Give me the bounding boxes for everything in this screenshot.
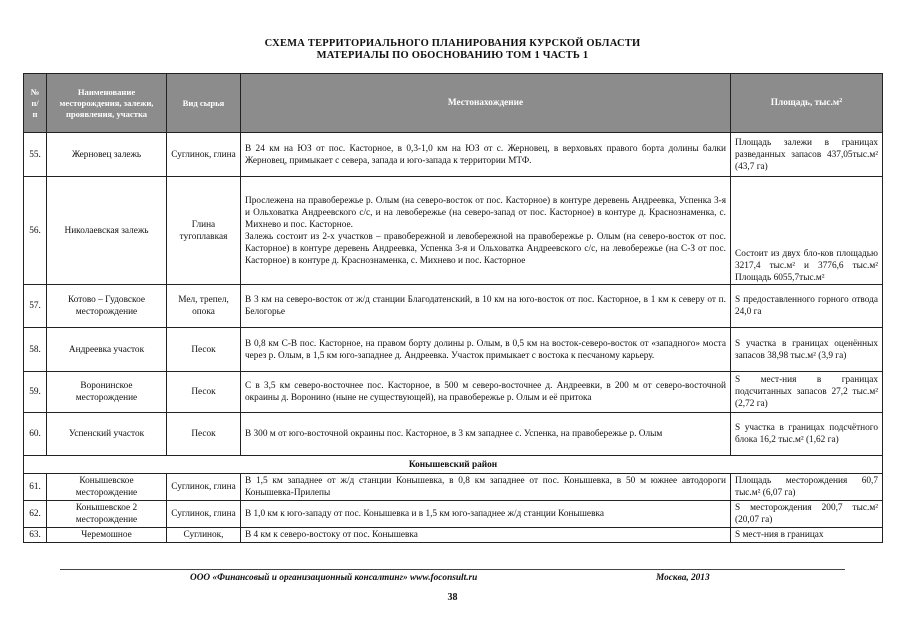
district-row: [24, 456, 883, 474]
row-num: 61.: [24, 474, 47, 501]
row-num: 62.: [24, 501, 47, 528]
row-raw: Мел, трепел, опока: [167, 285, 241, 328]
table-row: [24, 372, 883, 413]
row-name: Конышевское месторождение: [47, 474, 167, 501]
row-area: S участка в границах подсчётного блока 16,2 тыс.м² (1,62 га): [731, 413, 883, 456]
row-location: В 24 км на ЮЗ от пос. Касторное, в 0,3-1,0 км на ЮЗ от с. Жерновец, в верховьях правого борта долины балки Жерновец, примыкает с севера, запада и юго-запада к территории МТФ.: [241, 133, 731, 177]
row-raw: Суглинок, глина: [167, 133, 241, 177]
row-area: Состоит из двух бло-ков площадью 3217,4 тыс.м² и 3776,6 тыс.м² Площадь 6055,7тыс.м²: [731, 177, 883, 285]
deposits-table: [23, 73, 883, 543]
row-area: S мест-ния в границах: [731, 528, 883, 543]
col-header-area: Площадь, $тыс.м^2$: [731, 74, 883, 133]
row-name: Конышевское 2 месторождение: [47, 501, 167, 528]
table-row: [24, 501, 883, 528]
row-num: 57.: [24, 285, 47, 328]
title-line-2: МАТЕРИАЛЫ ПО ОБОСНОВАНИЮ ТОМ 1 ЧАСТЬ 1: [316, 50, 589, 61]
row-num: 58.: [24, 328, 47, 372]
row-raw: Песок: [167, 372, 241, 413]
row-name: Жерновец залежь: [47, 133, 167, 177]
row-location: В 1,0 км к юго-западу от пос. Конышевка и в 1,5 км юго-западнее ж/д станции Конышевка: [241, 501, 731, 528]
table-row: [24, 177, 883, 285]
row-raw: Глина тугоплавкая: [167, 177, 241, 285]
row-location: С в 3,5 км северо-восточнее пос. Касторное, в 500 м северо-восточнее д. Андреевки, в 200 м от северо-восточной окраины д. Воронино (ныне не существующей), на правобережье р. Олым и её притока: [241, 372, 731, 413]
row-location: В 4 км к северо-востоку от пос. Конышевка: [241, 528, 731, 543]
page-footer: [60, 569, 845, 586]
table-row: [24, 285, 883, 328]
row-area: S месторождения 200,7 тыс.м² (20,07 га): [731, 501, 883, 528]
row-area: S мест-ния в границах подсчитанных запасов 27,2 тыс.м² (2,72 га): [731, 372, 883, 413]
row-num: 63.: [24, 528, 47, 543]
row-location-part-1: Прослежена на правобережье р. Олым (на северо-восток от пос. Касторное) в контуре деревень Андреевка, Успенка 3-я и Ольховатка Андреевского с/с, и на левобережье (на северо-запад от пос. Касторное) в контуре д. Краснознаменка, с. Михнево и пос. Касторное.: [245, 195, 726, 230]
row-raw: Песок: [167, 328, 241, 372]
table-row: [24, 328, 883, 372]
row-location: В 3 км на северо-восток от ж/д станции Благодатенский, в 10 км на юго-восток от пос. Касторное, в 1 км к северу от п. Белогорье: [241, 285, 731, 328]
row-raw: Суглинок, глина: [167, 501, 241, 528]
document-title: [0, 38, 905, 62]
row-location: [241, 177, 731, 285]
row-location: В 1,5 км западнее от ж/д станции Конышевка, в 0,8 км западнее от пос. Конышевка, в 50 м южнее автодороги Конышевка-Прилепы: [241, 474, 731, 501]
row-location: В 300 м от юго-восточной окраины пос. Касторное, в 3 км западнее с. Успенка, на правобережье р. Олым: [241, 413, 731, 456]
district-heading: Конышевский район: [24, 456, 883, 474]
row-name: Успенский участок: [47, 413, 167, 456]
row-area: S участка в границах оценённых запасов 38,98 тыс.м² (3,9 га): [731, 328, 883, 372]
title-line-1: СХЕМА ТЕРРИТОРИАЛЬНОГО ПЛАНИРОВАНИЯ КУРСКОЙ ОБЛАСТИ: [264, 38, 641, 49]
row-num: 56.: [24, 177, 47, 285]
row-area: Площадь месторождения 60,7 тыс.м² (6,07 га): [731, 474, 883, 501]
row-name: Черемошное: [47, 528, 167, 543]
row-num: 60.: [24, 413, 47, 456]
col-header-location: Местонахождение: [241, 74, 731, 133]
row-area: S предоставленного горного отвода 24,0 га: [731, 285, 883, 328]
row-location-part-2: Залежь состоит из 2-х участков – правобережной и левобережной на правобережье р. Олым (на северо-восток от пос. Касторное) в контуре деревень Андреевка, Успенка 3-я и Ольховатка Андреевского с/с, на левобережье (на С-З от пос. Касторное) в контуре д. Краснознаменка, с. Михнево и пос. Касторное: [245, 231, 726, 266]
table-row: [24, 133, 883, 177]
row-name: Николаевская залежь: [47, 177, 167, 285]
page-number: 38: [447, 592, 458, 603]
row-area: Площадь залежи в границах разведанных запасов 437,05тыс.м² (43,7 га): [731, 133, 883, 177]
row-name: Андреевка участок: [47, 328, 167, 372]
col-header-num: № п/ п: [24, 74, 47, 133]
row-name: Котово – Гудовское месторождение: [47, 285, 167, 328]
row-name: Воронинское месторождение: [47, 372, 167, 413]
row-location: В 0,8 км С-В пос. Касторное, на правом борту долины р. Олым, в 0,5 км на восток-северо-восток от «западного» моста через р. Олым, в 1,5 км юго-западнее д. Андреевка. Участок примыкает с востока к песчаному карьеру.: [241, 328, 731, 372]
row-raw: Суглинок,: [167, 528, 241, 543]
col-header-name: Наименование месторождения, залежи, проявления, участка: [47, 74, 167, 133]
table-row: [24, 413, 883, 456]
col-header-raw: Вид сырья: [167, 74, 241, 133]
row-raw: Суглинок, глина: [167, 474, 241, 501]
table-header-row: [24, 74, 883, 133]
table-row: [24, 528, 883, 543]
row-raw: Песок: [167, 413, 241, 456]
table-row: [24, 474, 883, 501]
row-num: 55.: [24, 133, 47, 177]
footer-city-year: Москва, 2013: [656, 573, 710, 583]
row-num: 59.: [24, 372, 47, 413]
footer-company: ООО «Финансовый и организационный консалтинг» www.foconsult.ru: [190, 573, 478, 583]
